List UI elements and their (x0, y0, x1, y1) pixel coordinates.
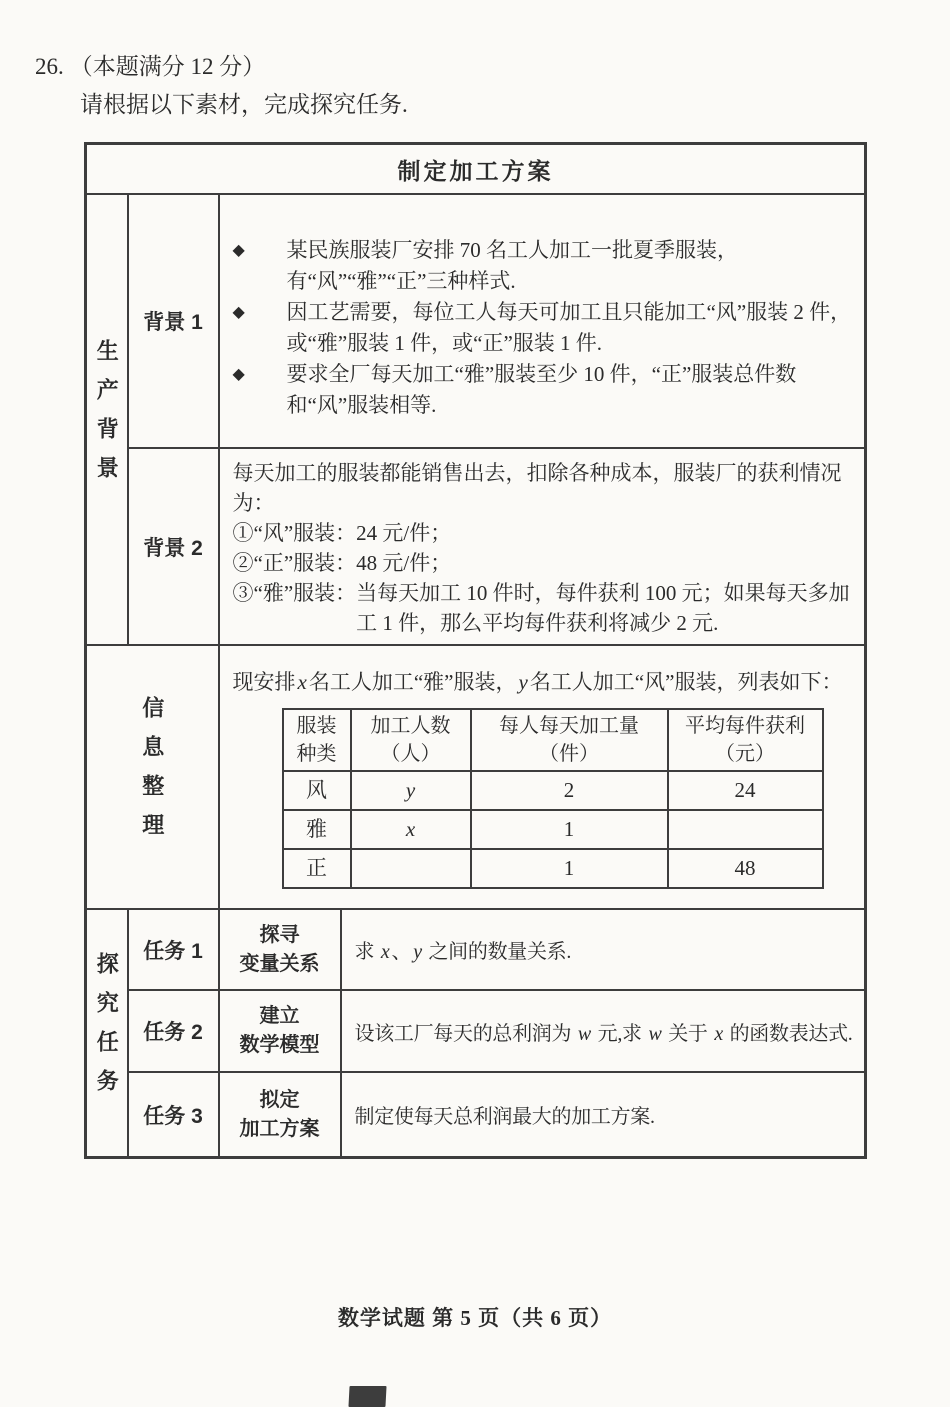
tasks-label-cell (86, 909, 128, 1158)
task1-row (86, 909, 866, 990)
task-type-line: 数学模型 (239, 1034, 320, 1056)
task3-description (341, 1072, 866, 1158)
diamond-bullet-icon: ◆ (232, 242, 245, 259)
bg2-item-3-text: 当每天加工 10 件时，每件获利 100 元；如果每天多加工 1 件，那么平均每件获利将减少 2 元. (356, 581, 850, 635)
desc-text: 求 (354, 941, 379, 963)
bg1-bullet-1 (233, 235, 855, 297)
grid-cell-daily: 1 (471, 810, 668, 849)
variable-x: x (380, 941, 390, 963)
grid-header-row (283, 709, 823, 771)
grid-cell-workers: y (351, 771, 471, 810)
grid-cell-daily: 1 (471, 849, 668, 888)
header-line: （人） (380, 743, 441, 765)
group-label-production-background: 生产背景 (94, 338, 120, 495)
bg1-bullet-2-text: 因工艺需要，每位工人每天可加工且只能加工“风”服装 2 件，或“雅”服装 1 件，或“正”服装 1 件. (286, 300, 852, 355)
problem-number: 26. (35, 54, 64, 79)
grid-header-workers (351, 709, 471, 771)
table-title-row (86, 144, 866, 195)
group-label-info: 信息整理 (139, 696, 165, 852)
grid-cell-profit (668, 810, 823, 849)
diamond-bullet-icon: ◆ (232, 366, 245, 383)
variable-x: x (714, 1022, 723, 1045)
desc-text: 元,求 (592, 1022, 647, 1045)
header-line: （元） (715, 743, 775, 765)
task-type-line: 探寻 (259, 923, 300, 946)
bg2-item-3 (233, 578, 855, 638)
bg1-label: 背景 1 (128, 194, 219, 448)
task2-description (341, 990, 866, 1072)
grid-cell-type: 正 (283, 849, 351, 888)
info-intro-text: 名工人加工“风”服装，列表如下： (529, 670, 843, 694)
grid-cell-daily: 2 (471, 771, 668, 810)
task1-label: 任务 1 (128, 909, 219, 990)
bg2-item-1: ①“风”服装：24 元/件； (232, 521, 452, 545)
table-title: 制定加工方案 (86, 144, 866, 195)
grid-header-daily-output (471, 709, 668, 771)
grid-row-ya (283, 810, 823, 849)
task2-type (219, 990, 341, 1072)
grid-cell-type: 风 (283, 771, 351, 810)
variable-w: w (577, 1022, 591, 1045)
task2-label: 任务 2 (128, 990, 219, 1072)
bg1-bullet-1-text: 某民族服装厂安排 70 名工人加工一批夏季服装，有“风”“雅”“正”三种样式. (286, 238, 738, 293)
grid-header-type (283, 709, 351, 771)
problem-title-line (35, 48, 408, 86)
bg1-bullet-3-text: 要求全厂每天加工“雅”服装至少 10 件，“正”服装总件数和“风”服装相等. (286, 362, 797, 417)
bg1-bullet-2 (233, 297, 855, 359)
grid-header-avg-profit (668, 709, 823, 771)
grid-cell-workers (351, 849, 471, 888)
grid-row-feng (283, 771, 823, 810)
task3-label: 任务 3 (128, 1072, 219, 1158)
info-intro-text: 现安排 (232, 670, 296, 694)
bg2-label: 背景 2 (128, 448, 219, 645)
problem-instruction: 请根据以下素材，完成探究任务. (80, 92, 408, 117)
task3-row (86, 1072, 866, 1158)
header-line: 种类 (296, 743, 337, 765)
info-content (219, 645, 866, 909)
clothing-data-table (282, 708, 824, 889)
info-intro (233, 667, 855, 698)
info-intro-text: 名工人加工“雅”服装， (308, 670, 517, 694)
grid-row-zheng (283, 849, 823, 888)
info-row (86, 645, 866, 909)
bg2-item-2: ②“正”服装：48 元/件； (232, 551, 452, 575)
page-footer: 数学试题 第 5 页（共 6 页） (337, 1306, 613, 1330)
group-label-tasks: 探究任务 (94, 952, 120, 1108)
bg2-intro: 每天加工的服装都能销售出去，扣除各种成本，服装厂的获利情况为： (232, 461, 842, 515)
desc-text: 设该工厂每天的总利润为 (354, 1022, 576, 1045)
background1-row (86, 194, 866, 448)
diamond-bullet-icon: ◆ (232, 304, 245, 321)
header-line: 服装 (296, 715, 337, 737)
bg1-content (219, 194, 866, 448)
processing-plan-table (84, 142, 867, 1159)
task-type-line: 拟定 (259, 1088, 300, 1111)
task3-type (219, 1072, 341, 1158)
problem-header (35, 48, 408, 124)
grid-cell-workers: x (351, 810, 471, 849)
bg2-item-3-head: ③“雅”服装： (232, 581, 357, 605)
scan-artifact (348, 1386, 386, 1407)
bg1-bullet-3 (233, 359, 855, 421)
production-background-cell (86, 194, 128, 645)
grid-cell-type: 雅 (283, 810, 351, 849)
header-line: （件） (539, 743, 599, 765)
variable-y: y (413, 941, 422, 963)
desc-text: 的函数表达式. (724, 1022, 853, 1045)
task-type-line: 建立 (259, 1005, 300, 1027)
bg2-content (219, 448, 866, 645)
grid-cell-profit: 24 (668, 771, 823, 810)
task-type-line: 变量关系 (239, 952, 320, 975)
variable-x: x (297, 670, 307, 694)
header-line: 加工人数 (370, 715, 451, 737)
variable-w: w (648, 1022, 662, 1045)
task-type-line: 加工方案 (239, 1117, 320, 1140)
variable-y: y (518, 670, 528, 694)
desc-text: 关于 (663, 1022, 713, 1045)
desc-text: 、 (391, 941, 412, 963)
task1-description (341, 909, 866, 990)
header-line: 平均每件获利 (685, 715, 805, 737)
header-line: 每人每天加工量 (499, 715, 639, 737)
grid-cell-profit: 48 (668, 849, 823, 888)
background2-row (86, 448, 866, 645)
problem-score-note: （本题满分 12 分） (69, 54, 266, 79)
desc-text: 制定使每天总利润最大的加工方案. (354, 1106, 655, 1128)
task1-type (219, 909, 341, 990)
info-label-cell (86, 645, 219, 909)
desc-text: 之间的数量关系. (423, 941, 572, 963)
task2-row (86, 990, 866, 1072)
